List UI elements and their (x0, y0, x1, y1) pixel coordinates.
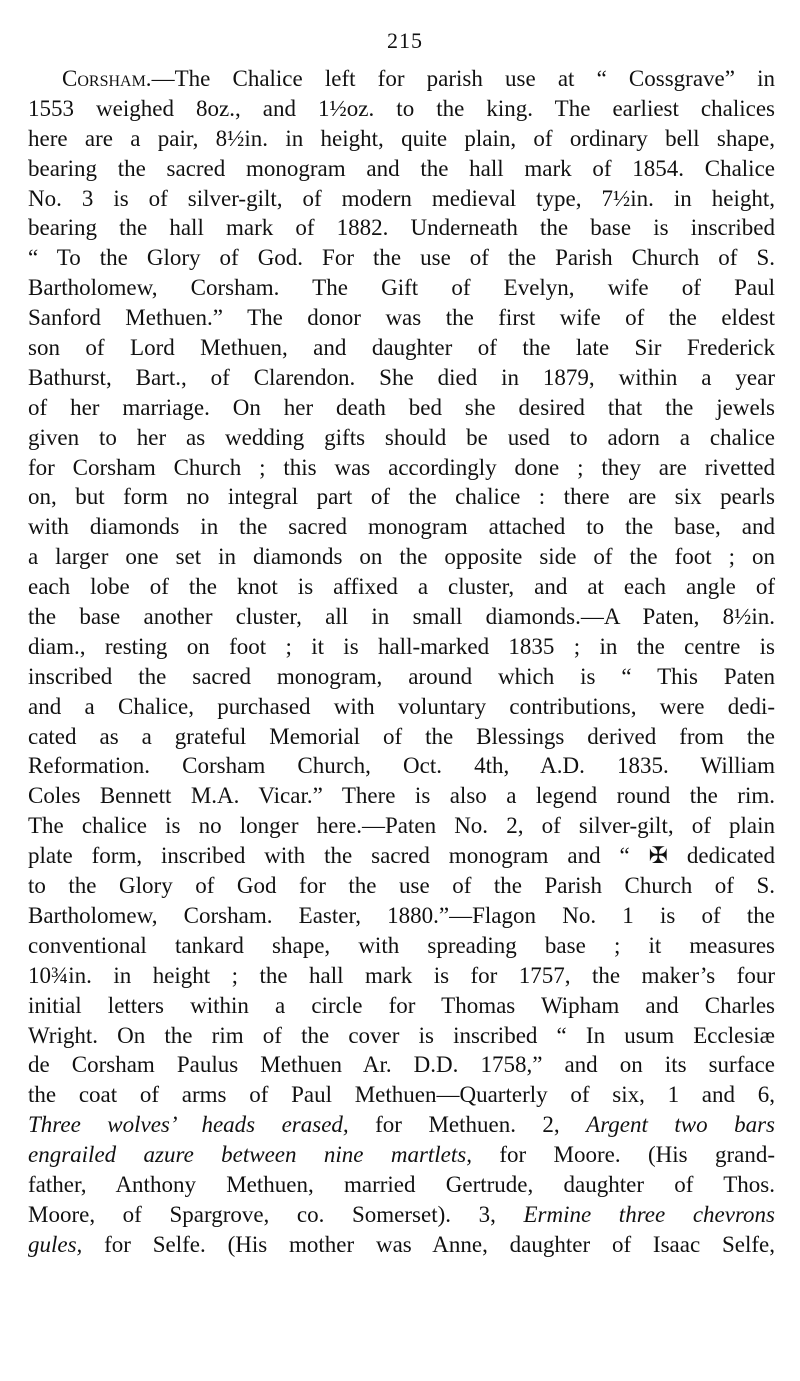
text-segment: No. 3 is of silver-gilt, of modern medieval type, 7½in. in height, (28, 185, 775, 211)
text-line (28, 512, 775, 542)
text-line (28, 602, 775, 632)
text-segment: Bartholomew, Corsham. Easter, 1880.”—Flagon No. 1 is of the (28, 902, 775, 928)
text-segment: The chalice is no longer here.—Paten No. 2, of silver-gilt, of plain (28, 813, 775, 839)
text-line (28, 273, 775, 303)
text-line (28, 1170, 775, 1200)
italic-text: gules, (28, 1231, 83, 1257)
text-line (28, 901, 775, 931)
text-line (28, 363, 775, 393)
text-line (28, 64, 775, 94)
text-line (28, 1140, 775, 1170)
text-line (28, 572, 775, 602)
text-line (28, 184, 775, 214)
body-text (28, 64, 775, 1260)
text-segment: initial letters within a circle for Thomas Wipham and Charles (28, 992, 775, 1018)
text-segment: father, Anthony Methuen, married Gertrude, daughter of Thos. (28, 1171, 775, 1197)
text-line (28, 333, 775, 363)
text-segment: Wright. On the rim of the cover is inscribed “ In usum Ecclesiæ (28, 1022, 775, 1048)
text-line (28, 1021, 775, 1051)
text-segment: 10¾in. in height ; the hall mark is for 1757, the maker’s four (28, 962, 775, 988)
text-line (28, 124, 775, 154)
text-segment: for Methuen. 2, (348, 1112, 587, 1138)
text-segment: Bartholomew, Corsham. The Gift of Evelyn, wife of Paul (28, 275, 775, 301)
heading-small-caps: Corsham. (62, 66, 152, 91)
text-line (28, 1230, 775, 1260)
text-line (28, 453, 775, 483)
text-line (28, 632, 775, 662)
text-segment: the base another cluster, all in small diamonds.—A Paten, 8½in. (28, 604, 775, 630)
text-segment: inscribed the sacred monogram, around which is “ This Paten (28, 663, 775, 689)
text-line (28, 303, 775, 333)
text-segment: each lobe of the knot is affixed a cluster, and at each angle of (28, 574, 775, 600)
text-segment: the coat of arms of Paul Methuen—Quarterly of six, 1 and 6, (28, 1082, 775, 1108)
text-segment: de Corsham Paulus Methuen Ar. D.D. 1758,” and on its surface (28, 1052, 775, 1078)
text-line (28, 722, 775, 752)
text-line (28, 94, 775, 124)
text-segment: plate form, inscribed with the sacred monogram and “ ✠ dedicated (28, 843, 775, 869)
page-number: 215 (387, 28, 423, 53)
text-line (28, 781, 775, 811)
text-line (28, 243, 775, 273)
text-line (28, 1050, 775, 1080)
text-segment: —The Chalice left for parish use at “ Cossgrave” in (151, 66, 775, 91)
text-line (28, 662, 775, 692)
text-segment: Sanford Methuen.” The donor was the first wife of the eldest (28, 305, 775, 331)
text-line (28, 213, 775, 243)
text-segment: for Corsham Church ; this was accordingly done ; they are rivetted (28, 454, 775, 480)
text-line (28, 542, 775, 572)
text-line (28, 482, 775, 512)
text-line (28, 961, 775, 991)
italic-text: Three wolves’ heads erased, (28, 1112, 349, 1138)
text-segment: bearing the hall mark of 1882. Underneath the base is inscribed (28, 215, 775, 241)
text-segment: cated as a grateful Memorial of the Blessings derived from the (28, 723, 775, 749)
text-segment: on, but form no integral part of the chalice : there are six pearls (28, 484, 775, 510)
text-line (28, 692, 775, 722)
text-segment: Reformation. Corsham Church, Oct. 4th, A.D. 1835. William (28, 753, 775, 779)
text-segment: Coles Bennett M.A. Vicar.” There is also a legend round the rim. (28, 783, 775, 809)
text-line (28, 871, 775, 901)
text-line (28, 931, 775, 961)
italic-text: Argent two bars (586, 1112, 775, 1138)
text-segment: here are a pair, 8½in. in height, quite plain, of ordinary bell shape, (28, 125, 775, 151)
text-line (28, 841, 775, 871)
italic-text: Ermine three chevrons (523, 1201, 775, 1227)
text-line (28, 811, 775, 841)
text-line (28, 154, 775, 184)
text-segment: conventional tankard shape, with spreading base ; it measures (28, 932, 775, 958)
text-segment: Moore, of Spargrove, co. Somerset). 3, (28, 1201, 524, 1227)
text-segment: and a Chalice, purchased with voluntary contributions, were dedi- (28, 693, 775, 719)
text-segment: “ To the Glory of God. For the use of the Parish Church of S. (28, 245, 775, 271)
text-line (28, 991, 775, 1021)
text-line (28, 393, 775, 423)
text-segment: 1553 weighed 8oz., and 1½oz. to the king. The earliest chalices (28, 95, 775, 121)
text-line (28, 1110, 775, 1140)
text-segment: a larger one set in diamonds on the opposite side of the foot ; on (28, 544, 775, 570)
text-segment: son of Lord Methuen, and daughter of the late Sir Frederick (28, 335, 775, 361)
text-segment: with diamonds in the sacred monogram attached to the base, and (28, 514, 775, 540)
text-segment: for Selfe. (His mother was Anne, daughter of Isaac Selfe, (82, 1231, 775, 1257)
text-segment: diam., resting on foot ; it is hall-marked 1835 ; in the centre is (28, 633, 775, 659)
text-segment: to the Glory of God for the use of the Parish Church of S. (28, 873, 775, 899)
text-segment: for Moore. (His grand- (471, 1142, 775, 1168)
text-segment: of her marriage. On her death bed she desired that the jewels (28, 394, 775, 420)
text-line (28, 423, 775, 453)
text-segment: given to her as wedding gifts should be used to adorn a chalice (28, 424, 775, 450)
text-line (28, 1200, 775, 1230)
text-line (28, 751, 775, 781)
text-line (28, 1080, 775, 1110)
italic-text: engrailed azure between nine martlets, (28, 1142, 472, 1168)
text-segment: bearing the sacred monogram and the hall mark of 1854. Chalice (28, 155, 775, 181)
text-segment: Bathurst, Bart., of Clarendon. She died in 1879, within a year (28, 364, 775, 390)
